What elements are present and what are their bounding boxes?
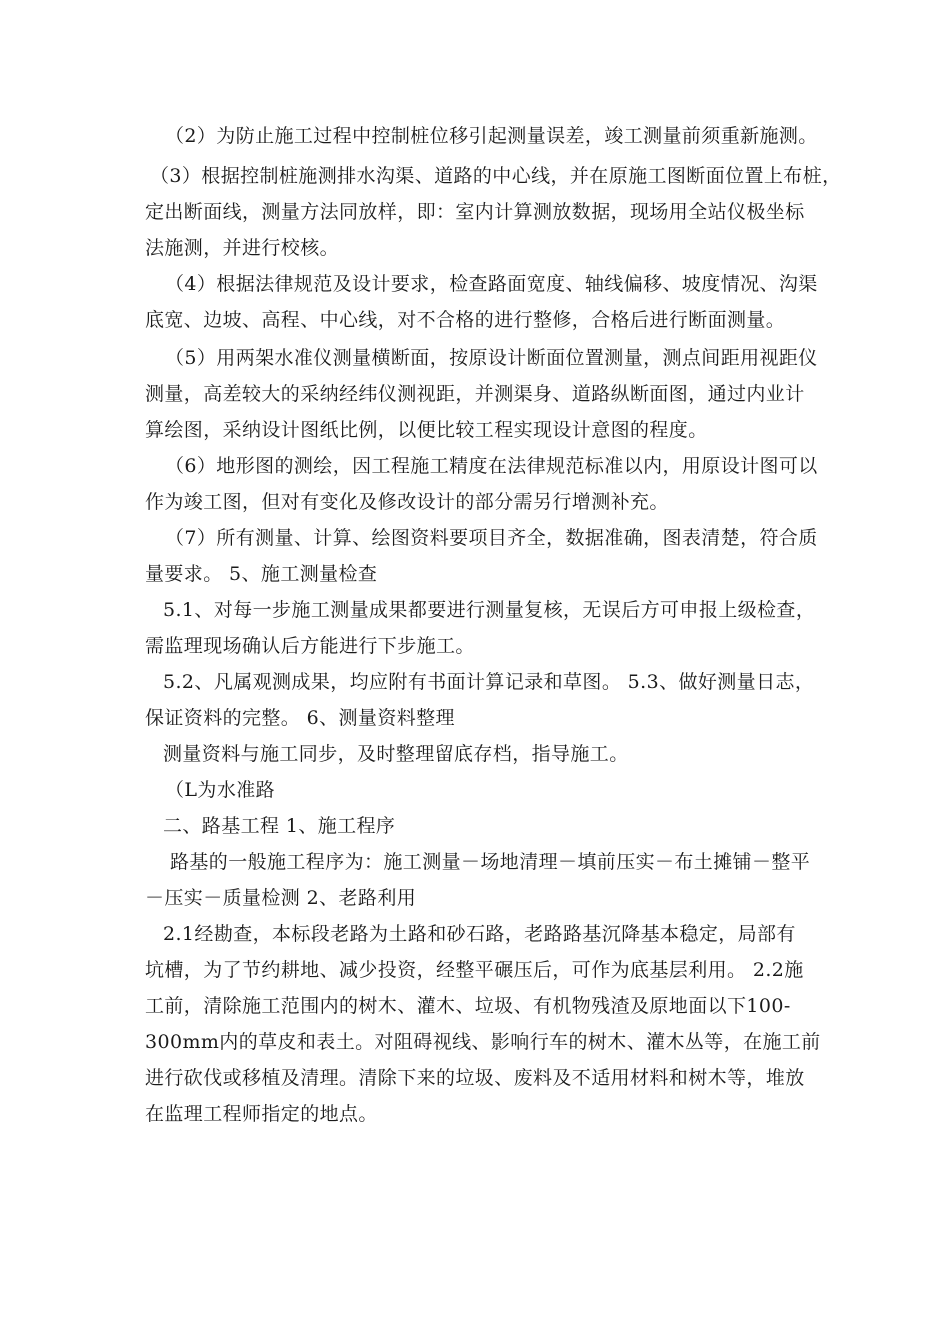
section-5-1-line-1: 5.1、对每一步施工测量成果都要进行测量复核，无误后方可申报上级检查，	[163, 599, 816, 621]
section-5-2-line-1: 5.2、凡属观测成果，均应附有书面计算记录和草图。 5.3、做好测量日志，	[163, 671, 815, 693]
paragraph-7-line-2: 量要求。 5、施工测量检查	[145, 563, 378, 585]
procedure-line-1: 路基的一般施工程序为：施工测量－场地清理－填前压实－布土摊铺－整平	[170, 851, 811, 873]
section-2-2-line-2: 300mm内的草皮和表土。对阻碍视线、影响行车的树木、灌木丛等，在施工前	[145, 1031, 821, 1053]
section-2-2-line-4: 在监理工程师指定的地点。	[145, 1103, 378, 1125]
procedure-line-2: －压实－质量检测 2、老路利用	[145, 887, 417, 909]
paragraph-6-line-1: （6）地形图的测绘，因工程施工精度在法律规范标准以内，用原设计图可以	[165, 455, 818, 477]
section-2-2-line-3: 进行砍伐或移植及清理。清除下来的垃圾、废料及不适用材料和树木等，堆放	[145, 1067, 805, 1089]
paragraph-4-line-2: 底宽、边坡、高程、中心线，对不合格的进行整修，合格后进行断面测量。	[145, 309, 786, 331]
paragraph-3-line-3: 法施测，并进行校核。	[145, 237, 340, 259]
section-2-1-line-1: 2.1经勘查，本标段老路为土路和砂石路，老路路基沉降基本稳定，局部有	[163, 923, 796, 945]
leveling-note: （L为水准路	[165, 779, 276, 801]
section-2-1-line-2: 坑槽，为了节约耕地、减少投资，经整平碾压后，可作为底基层利用。 2.2施	[145, 959, 804, 981]
section-6-line-1: 测量资料与施工同步，及时整理留底存档，指导施工。	[163, 743, 629, 765]
paragraph-4-line-1: （4）根据法律规范及设计要求，检查路面宽度、轴线偏移、坡度情况、沟渠	[165, 273, 818, 295]
section-5-2-line-2: 保证资料的完整。 6、测量资料整理	[145, 707, 455, 729]
paragraph-5-line-3: 算绘图，采纳设计图纸比例，以便比较工程实现设计意图的程度。	[145, 419, 708, 441]
paragraph-5-line-2: 测量，高差较大的采纳经纬仪测视距，并测渠身、道路纵断面图，通过内业计	[145, 383, 805, 405]
paragraph-7-line-1: （7）所有测量、计算、绘图资料要项目齐全，数据准确，图表清楚，符合质	[165, 527, 818, 549]
paragraph-3-line-1: （3）根据控制桩施测排水沟渠、道路的中心线，并在原施工图断面位置上布桩，	[150, 165, 842, 187]
paragraph-6-line-2: 作为竣工图，但对有变化及修改设计的部分需另行增测补充。	[145, 491, 669, 513]
section-5-1-line-2: 需监理现场确认后方能进行下步施工。	[145, 635, 475, 657]
chapter-2-heading: 二、路基工程 1、施工程序	[163, 815, 396, 837]
paragraph-3-line-2: 定出断面线，测量方法同放样，即：室内计算测放数据，现场用全站仪极坐标	[145, 201, 805, 223]
paragraph-5-line-1: （5）用两架水准仪测量横断面，按原设计断面位置测量，测点间距用视距仪	[165, 347, 818, 369]
section-2-2-line-1: 工前，清除施工范围内的树木、灌木、垃圾、有机物残渣及原地面以下100-	[145, 995, 791, 1017]
paragraph-2-line-1: （2）为防止施工过程中控制桩位移引起测量误差，竣工测量前须重新施测。	[165, 125, 818, 147]
